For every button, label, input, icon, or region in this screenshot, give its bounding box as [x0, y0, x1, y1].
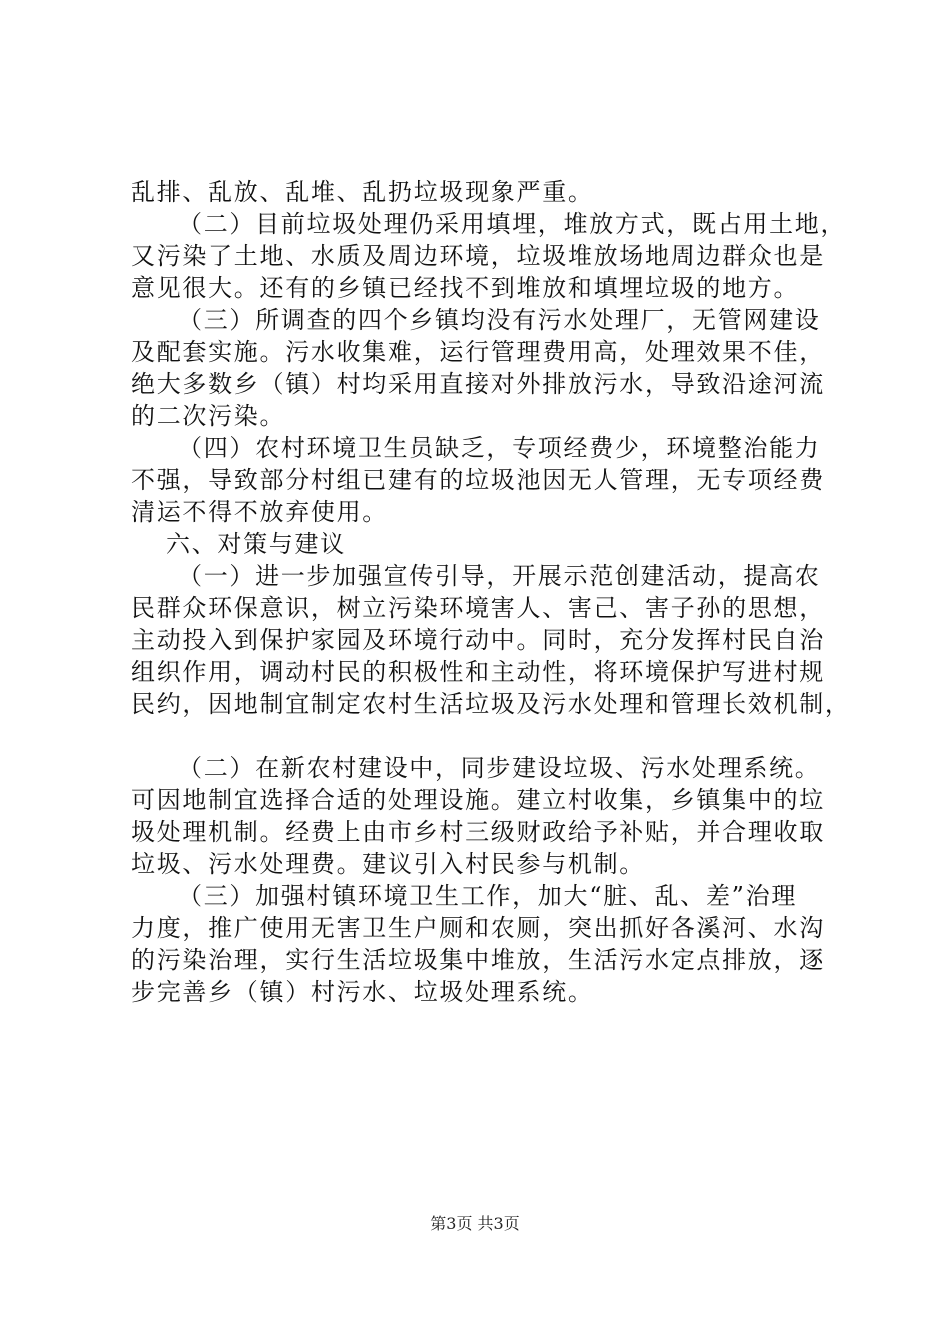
paragraph-line: 又污染了土地、水质及周边环境，垃圾堆放场地周边群众也是	[131, 242, 825, 270]
paragraph-line: 乱排、乱放、乱堆、乱扔垃圾现象严重。	[131, 178, 594, 206]
paragraph-line: 不强，导致部分村组已建有的垃圾池因无人管理，无专项经费	[131, 466, 825, 494]
section-heading: 六、对策与建议	[166, 530, 346, 558]
paragraph-line: 意见很大。还有的乡镇已经找不到堆放和填埋垃圾的地方。	[131, 274, 800, 302]
paragraph-line: 可因地制宜选择合适的处理设施。建立村收集，乡镇集中的垃	[131, 786, 825, 814]
paragraph-line: 组织作用，调动村民的积极性和主动性，将环境保护写进村规	[131, 658, 825, 686]
paragraph-line: 主动投入到保护家园及环境行动中。同时，充分发挥村民自治	[131, 626, 825, 654]
page-number-footer: 第3页 共3页	[430, 1214, 520, 1233]
paragraph-line: 圾处理机制。经费上由市乡村三级财政给予补贴，并合理收取	[131, 818, 825, 846]
paragraph-line: （三）加强村镇环境卫生工作，加大“脏、乱、差”治理	[178, 882, 798, 910]
paragraph-line: 绝大多数乡（镇）村均采用直接对外排放污水，导致沿途河流	[131, 370, 825, 398]
paragraph-line: 的二次污染。	[131, 402, 286, 430]
paragraph-line: 的污染治理，实行生活垃圾集中堆放，生活污水定点排放，逐	[131, 946, 825, 974]
paragraph-line: 力度，推广使用无害卫生户厕和农厕，突出抓好各溪河、水沟	[131, 914, 825, 942]
paragraph-line: 清运不得不放弃使用。	[131, 498, 388, 526]
paragraph-line: （一）进一步加强宣传引导，开展示范创建活动，提高农	[178, 562, 821, 590]
paragraph-line: （二）在新农村建设中，同步建设垃圾、污水处理系统。	[178, 754, 821, 782]
paragraph-line: （四）农村环境卫生员缺乏，专项经费少，环境整治能力	[178, 434, 821, 462]
paragraph-line: 及配套实施。污水收集难，运行管理费用高，处理效果不佳，	[131, 338, 825, 366]
paragraph-line: 民约，因地制宜制定农村生活垃圾及污水处理和管理长效机制，	[131, 690, 851, 718]
paragraph-line: 步完善乡（镇）村污水、垃圾处理系统。	[131, 978, 594, 1006]
paragraph-line: （二）目前垃圾处理仍采用填埋，堆放方式，既占用土地，	[178, 210, 847, 238]
paragraph-line: （三）所调查的四个乡镇均没有污水处理厂，无管网建设	[178, 306, 821, 334]
paragraph-line: 民群众环保意识，树立污染环境害人、害己、害子孙的思想，	[131, 594, 825, 622]
paragraph-line: 垃圾、污水处理费。建议引入村民参与机制。	[131, 850, 645, 878]
